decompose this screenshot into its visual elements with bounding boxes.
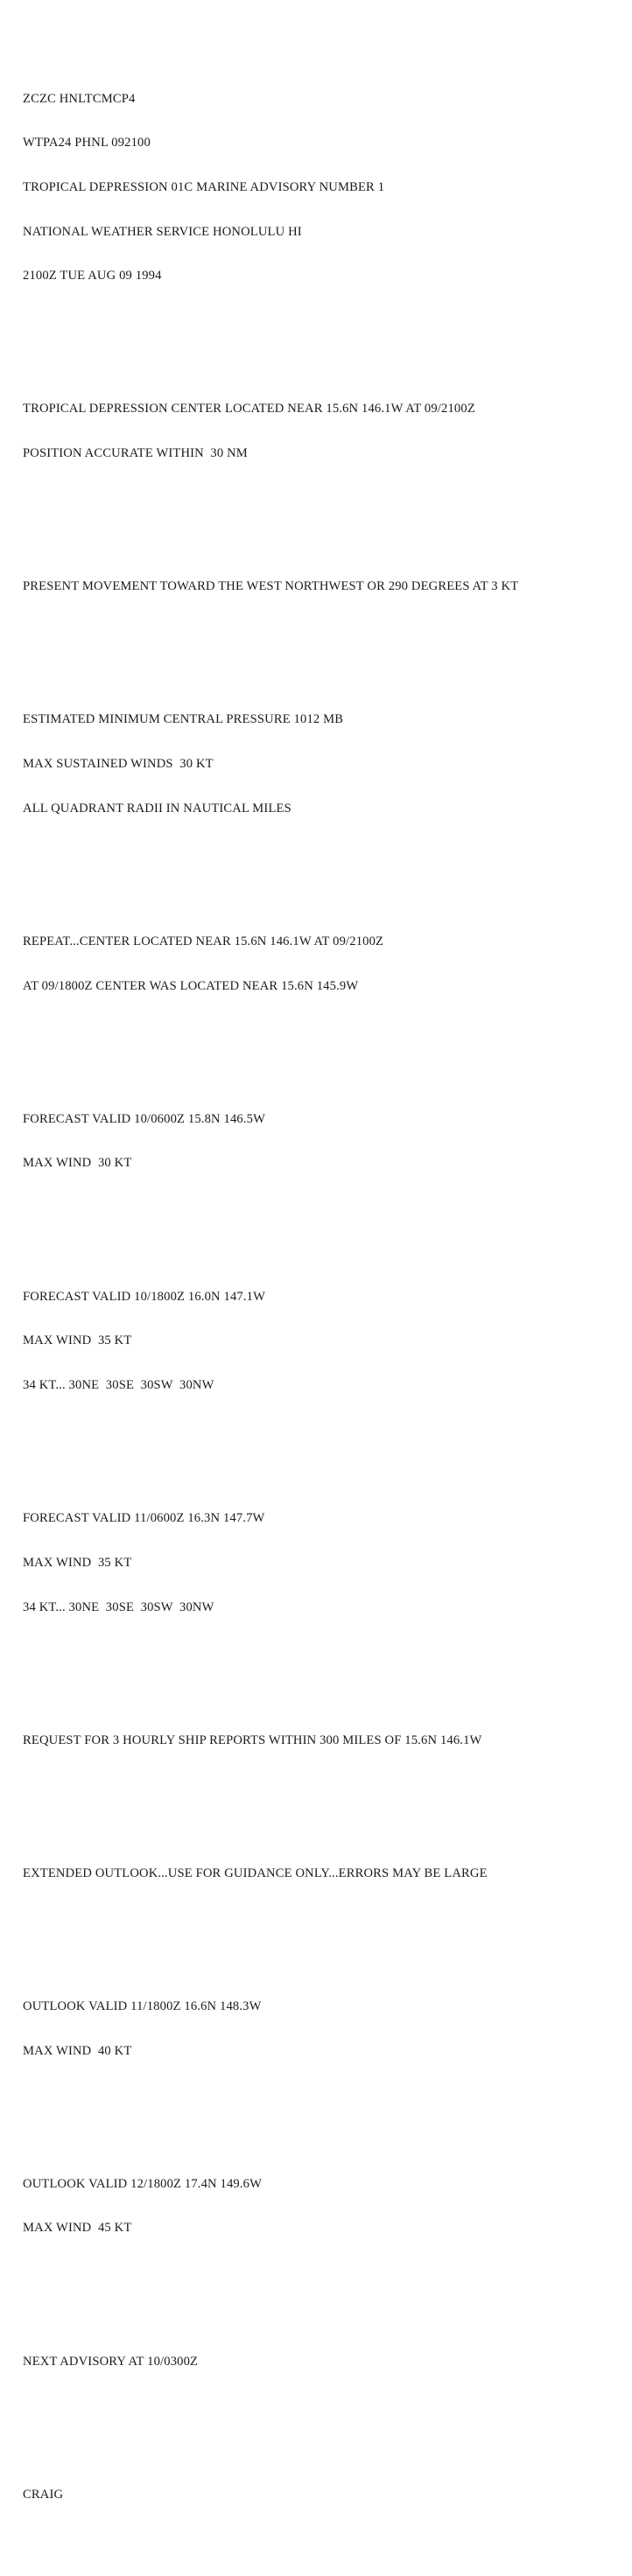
outlook-max-wind: MAX WIND 45 KT bbox=[23, 2221, 132, 2236]
previous-position: AT 09/1800Z CENTER WAS LOCATED NEAR 15.6N 145.9W bbox=[23, 978, 359, 993]
outlook-valid: OUTLOOK VALID 11/1800Z 16.6N 148.3W bbox=[23, 1998, 262, 2013]
repeat-section bbox=[23, 905, 627, 1023]
outlook-valid: OUTLOOK VALID 12/1800Z 17.4N 149.6W bbox=[23, 2176, 263, 2191]
forecast-valid: FORECAST VALID 10/0600Z 15.8N 146.5W bbox=[23, 1111, 266, 1126]
wmo-header: WTPA24 PHNL 092100 bbox=[23, 136, 151, 150]
outlook-max-wind: MAX WIND 40 KT bbox=[23, 2043, 132, 2058]
forecast-wind-radii: 34 KT... 30NE 30SE 30SW 30NW bbox=[23, 1600, 214, 1614]
next-advisory-section bbox=[23, 2325, 627, 2399]
marine-advisory-document bbox=[23, 18, 627, 2576]
outlook-2 bbox=[23, 2147, 627, 2265]
radii-units: ALL QUADRANT RADII IN NAUTICAL MILES bbox=[23, 801, 291, 816]
central-pressure: ESTIMATED MINIMUM CENTRAL PRESSURE 1012 MB bbox=[23, 712, 344, 727]
forecaster-signature: CRAIG bbox=[23, 2487, 64, 2502]
forecast-3 bbox=[23, 1481, 627, 1644]
extended-outlook-notice bbox=[23, 1837, 627, 1911]
advisory-title: TROPICAL DEPRESSION 01C MARINE ADVISORY NUMBER 1 bbox=[23, 179, 385, 194]
position-accuracy: POSITION ACCURATE WITHIN 30 NM bbox=[23, 446, 248, 461]
max-sustained-winds: MAX SUSTAINED WINDS 30 KT bbox=[23, 757, 214, 772]
present-movement: PRESENT MOVEMENT TOWARD THE WEST NORTHWEST OR 290 DEGREES AT 3 KT bbox=[23, 579, 519, 594]
extended-outlook-text: EXTENDED OUTLOOK...USE FOR GUIDANCE ONLY...ERRORS MAY BE LARGE bbox=[23, 1866, 488, 1880]
issue-time: 2100Z TUE AUG 09 1994 bbox=[23, 269, 162, 284]
forecast-max-wind: MAX WIND 35 KT bbox=[23, 1334, 132, 1348]
issuing-office: NATIONAL WEATHER SERVICE HONOLULU HI bbox=[23, 224, 302, 239]
forecast-1 bbox=[23, 1082, 627, 1200]
signature-section bbox=[23, 2458, 627, 2532]
pressure-section bbox=[23, 683, 627, 846]
forecast-max-wind: MAX WIND 35 KT bbox=[23, 1555, 132, 1570]
ship-report-request bbox=[23, 1704, 627, 1778]
center-location-section bbox=[23, 373, 627, 491]
center-location: TROPICAL DEPRESSION CENTER LOCATED NEAR 15.6N 146.1W AT 09/2100Z bbox=[23, 402, 475, 416]
next-advisory: NEXT ADVISORY AT 10/0300Z bbox=[23, 2354, 199, 2369]
ship-report-text: REQUEST FOR 3 HOURLY SHIP REPORTS WITHIN 300 MILES OF 15.6N 146.1W bbox=[23, 1732, 482, 1747]
forecast-valid: FORECAST VALID 10/1800Z 16.0N 147.1W bbox=[23, 1289, 266, 1304]
repeat-center: REPEAT...CENTER LOCATED NEAR 15.6N 146.1W AT 09/2100Z bbox=[23, 934, 384, 948]
transmission-id: ZCZC HNLTCMCP4 bbox=[23, 91, 136, 106]
forecast-wind-radii: 34 KT... 30NE 30SE 30SW 30NW bbox=[23, 1378, 214, 1393]
outlook-1 bbox=[23, 1970, 627, 2088]
advisory-header bbox=[23, 62, 627, 313]
forecast-2 bbox=[23, 1260, 627, 1423]
forecast-valid: FORECAST VALID 11/0600Z 16.3N 147.7W bbox=[23, 1511, 265, 1526]
movement-section bbox=[23, 550, 627, 624]
forecast-max-wind: MAX WIND 30 KT bbox=[23, 1156, 132, 1171]
